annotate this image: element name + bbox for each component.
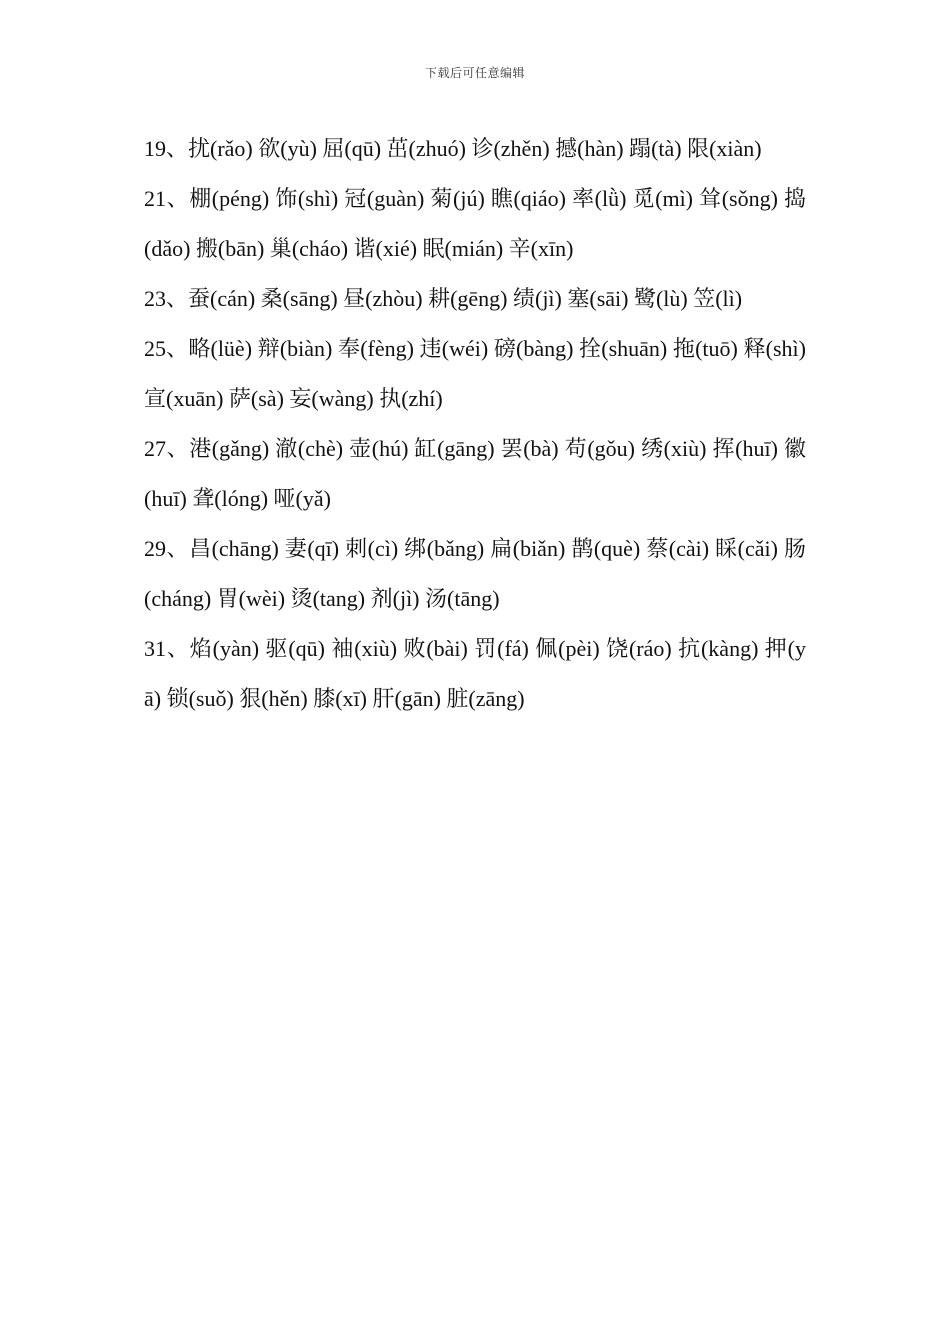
paragraph-19: 19、扰(rǎo) 欲(yù) 屈(qū) 茁(zhuó) 诊(zhěn) 撼(hàn) 蹋(tà) 限(xiàn) (144, 136, 762, 161)
paragraph-29: 29、昌(chāng) 妻(qī) 刺(cì) 绑(bǎng) 扁(biǎn) 鹊(què) 蔡(cài) 睬(cǎi) 肠(cháng) 胃(wèi) 烫(tang) 剂(jì) 汤(tāng) (144, 536, 806, 611)
paragraph-23: 23、蚕(cán) 桑(sāng) 昼(zhòu) 耕(gēng) 绩(jì) 塞(sāi) 鹭(lù) 笠(lì) (144, 286, 743, 311)
paragraph-21: 21、棚(péng) 饰(shì) 冠(guàn) 菊(jú) 瞧(qiáo) 率(lǜ) 觅(mì) 耸(sǒng) 捣(dǎo) 搬(bān) 巢(cháo) 谐(xié) 眠(mián) 辛(xīn) (144, 186, 806, 261)
paragraph-31: 31、焰(yàn) 驱(qū) 袖(xiù) 败(bài) 罚(fá) 佩(pèi) 饶(ráo) 抗(kàng) 押(yā) 锁(suǒ) 狠(hěn) 膝(xī) 肝(gān) 脏(zāng) (144, 636, 806, 711)
paragraph-27: 27、港(gǎng) 澈(chè) 壶(hú) 缸(gāng) 罢(bà) 苟(gǒu) 绣(xiù) 挥(huī) 徽(huī) 聋(lóng) 哑(yǎ) (144, 436, 806, 511)
paragraph-25: 25、略(lüè) 辩(biàn) 奉(fèng) 违(wéi) 磅(bàng) 拴(shuān) 拖(tuō) 释(shì) 宣(xuān) 萨(sà) 妄(wàng) 执(zhí) (144, 336, 806, 411)
document-body (144, 124, 806, 724)
page-header: 下载后可任意编辑 (424, 66, 525, 80)
